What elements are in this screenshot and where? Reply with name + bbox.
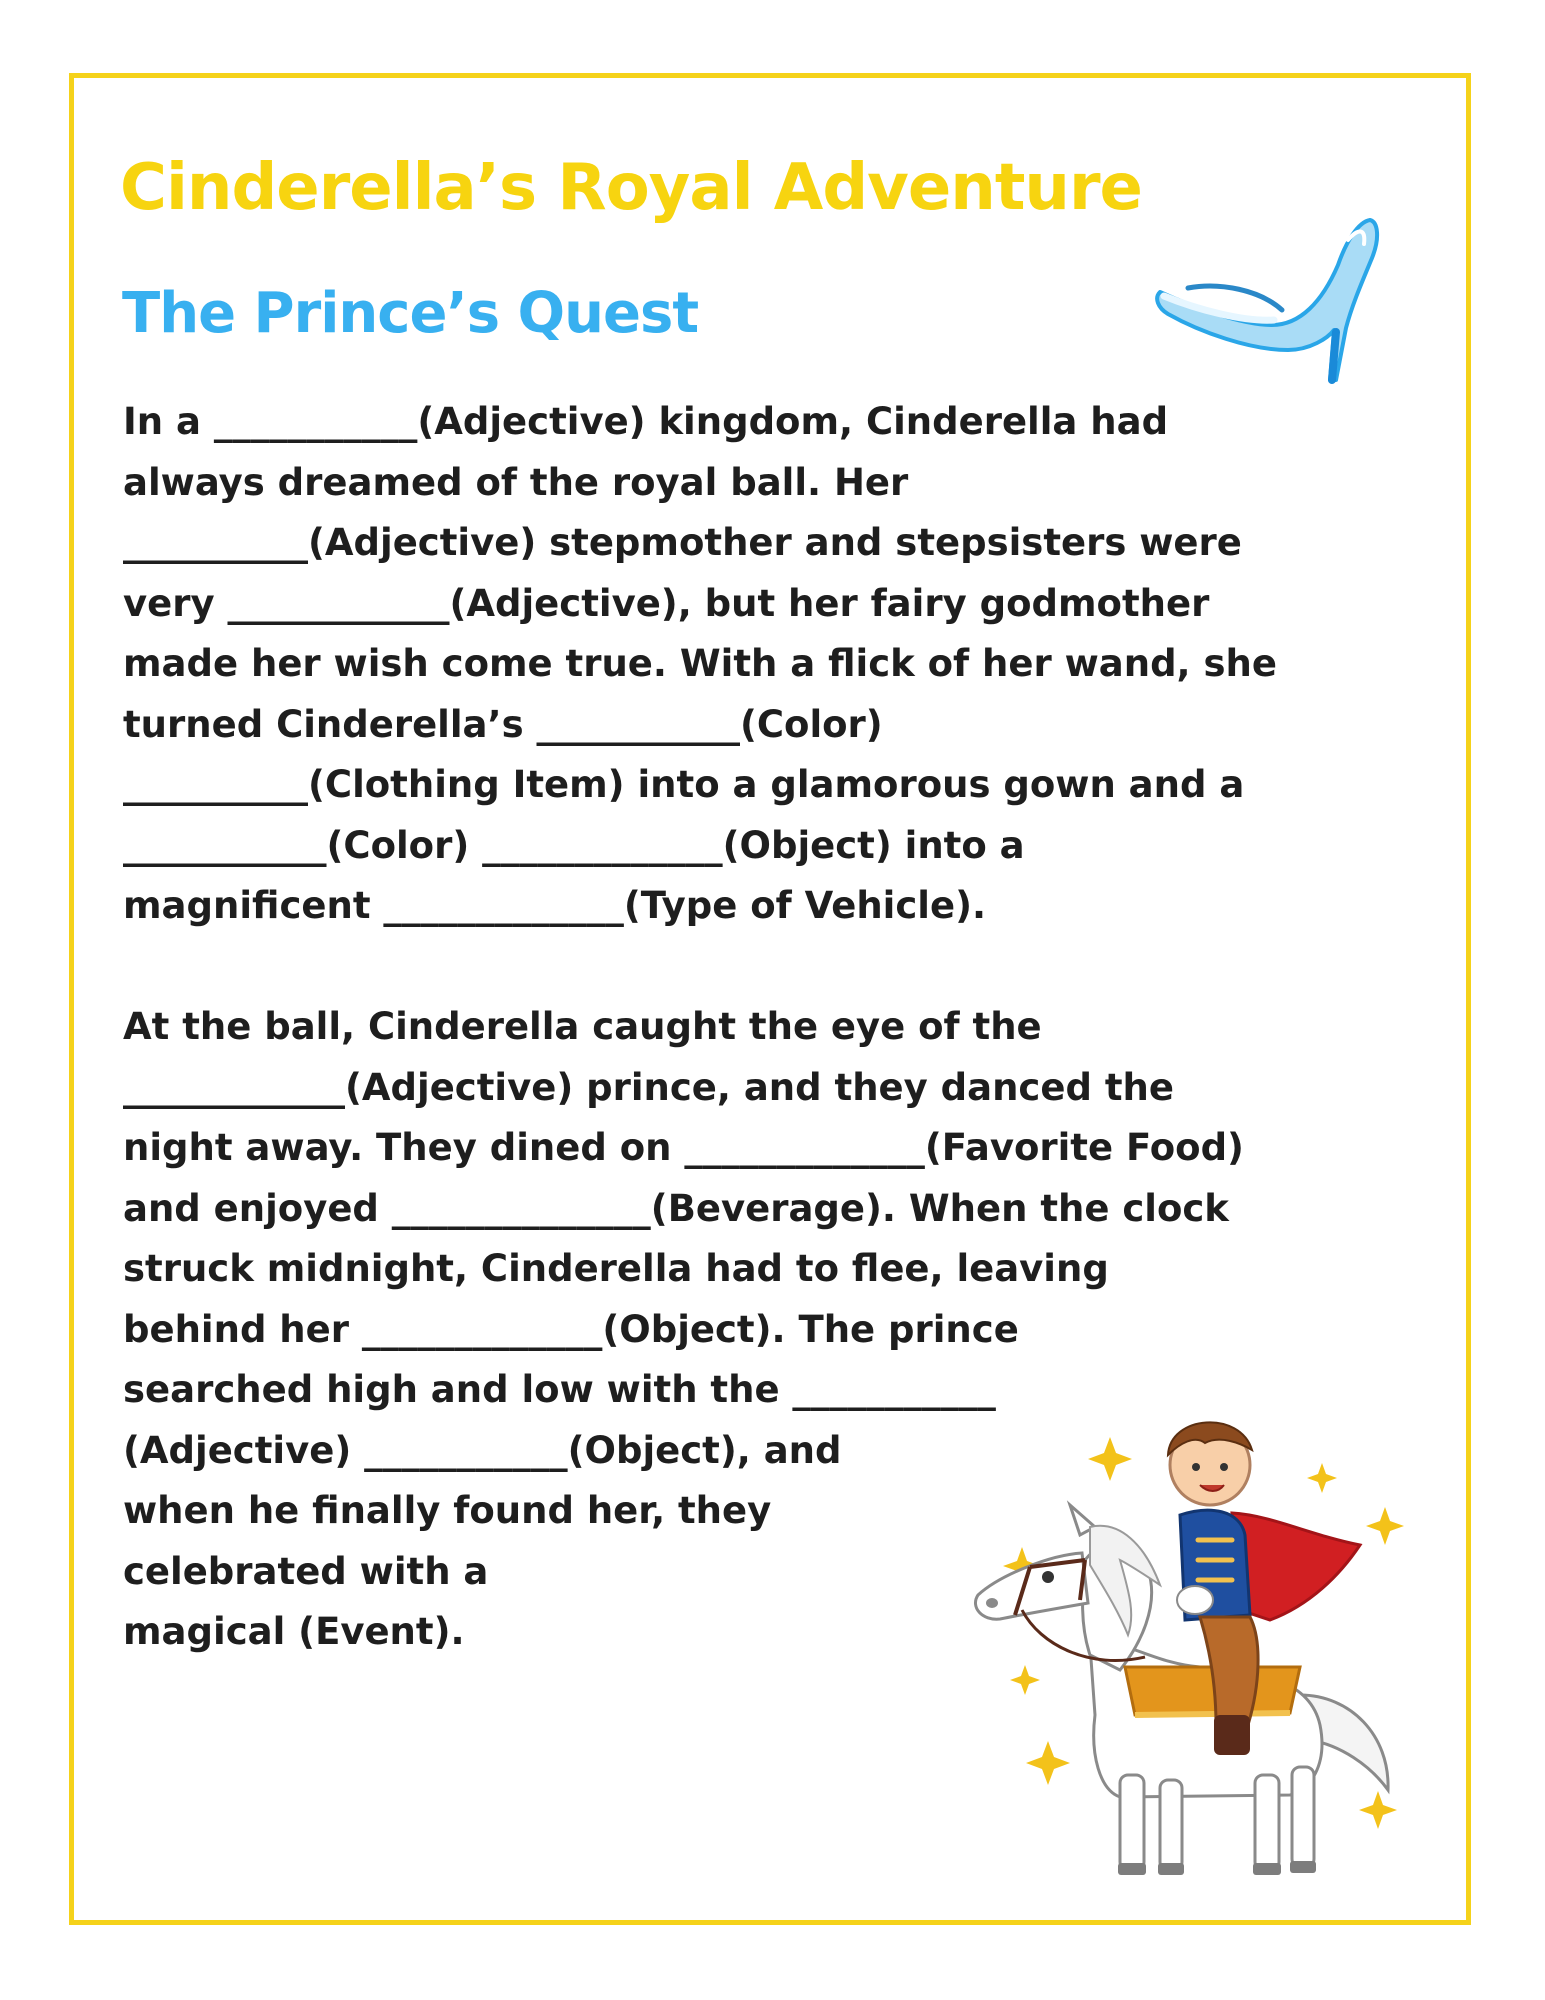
story-line: night away. They dined on _____________(Favorite Food) bbox=[123, 1126, 1244, 1169]
story-line: ___________(Color) _____________(Object) into a bbox=[123, 823, 1025, 867]
story-line: __________(Clothing Item) into a glamorous gown and a bbox=[123, 763, 1245, 806]
story-line: In a ___________(Adjective) kingdom, Cinderella had bbox=[123, 400, 1169, 443]
page-subtitle: The Prince’s Quest bbox=[122, 281, 699, 346]
paragraph-gap bbox=[123, 937, 1443, 998]
story-line: and enjoyed ______________(Beverage). When the clock bbox=[123, 1186, 1229, 1230]
glass-slipper-icon bbox=[1150, 210, 1380, 385]
story-line: behind her _____________(Object). The prince bbox=[123, 1307, 1019, 1351]
story-line: searched high and low with the ___________ bbox=[123, 1368, 996, 1411]
story-line: turned Cinderella’s ___________(Color) bbox=[123, 702, 883, 746]
story-line: struck midnight, Cinderella had to flee, leaving bbox=[123, 1247, 1109, 1290]
prince-on-horse-illustration bbox=[970, 1395, 1410, 1895]
story-line: always dreamed of the royal ball. Her bbox=[123, 460, 909, 504]
story-line: (Adjective) ___________(Object), and bbox=[123, 1428, 842, 1472]
story-line: magnificent _____________(Type of Vehicle). bbox=[123, 884, 987, 927]
story-line: when he finally found her, they bbox=[123, 1489, 772, 1532]
story-line: ____________(Adjective) prince, and they danced the bbox=[123, 1065, 1174, 1109]
story-paragraph-1 bbox=[123, 392, 1443, 937]
story-line: celebrated with a bbox=[123, 1549, 489, 1593]
page-title: Cinderella’s Royal Adventure bbox=[120, 151, 1142, 225]
story-line: magical (Event). bbox=[123, 1610, 465, 1653]
story-line: made her wish come true. With a flick of her wand, she bbox=[123, 642, 1277, 685]
story-line: At the ball, Cinderella caught the eye of the bbox=[123, 1005, 1042, 1048]
story-line: very ____________(Adjective), but her fairy godmother bbox=[123, 581, 1210, 625]
story-line: __________(Adjective) stepmother and stepsisters were bbox=[123, 521, 1242, 564]
